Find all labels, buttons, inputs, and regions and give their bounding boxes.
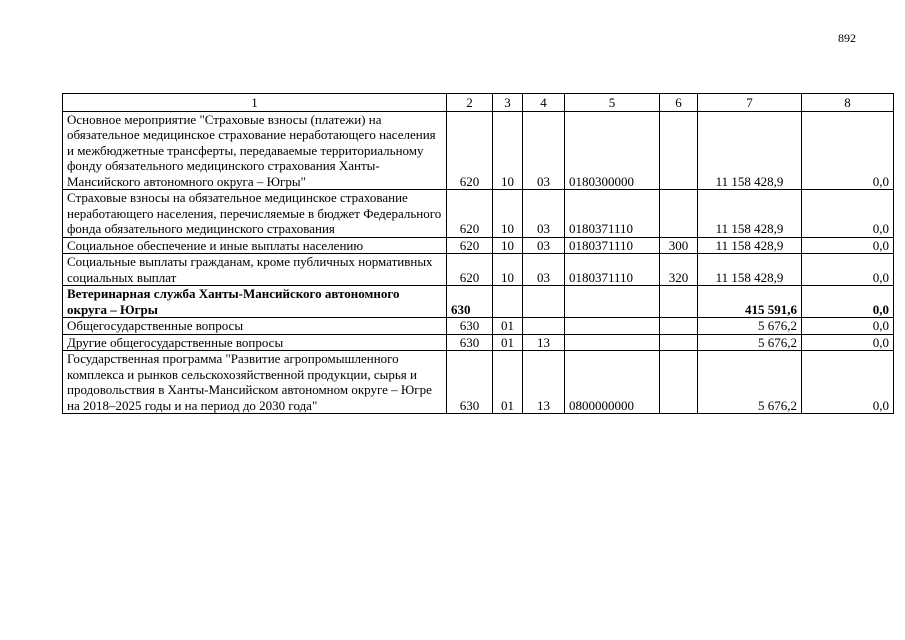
subsection-cell: 03 xyxy=(523,237,565,254)
section-cell: 10 xyxy=(493,190,523,238)
table-row xyxy=(63,254,894,286)
section-cell: 01 xyxy=(493,351,523,414)
admin-code-cell: 620 xyxy=(447,254,493,286)
expense-type-cell xyxy=(660,351,698,414)
expense-type-cell xyxy=(660,111,698,190)
amount-cell: 0,0 xyxy=(802,237,894,254)
amount-cell: 11 158 428,9 xyxy=(698,237,802,254)
budget-table xyxy=(62,93,894,414)
page-number: 892 xyxy=(838,31,856,45)
expense-type-cell xyxy=(660,190,698,238)
admin-code-cell: 630 xyxy=(447,318,493,335)
target-article-cell xyxy=(565,318,660,335)
table-row-bold xyxy=(63,286,894,318)
header-cell: 1 xyxy=(63,94,447,112)
row-name-cell: Социальные выплаты гражданам, кроме публичных нормативных социальных выплат xyxy=(63,254,447,286)
amount-cell: 0,0 xyxy=(802,286,894,318)
admin-code-cell: 620 xyxy=(447,190,493,238)
expense-type-cell xyxy=(660,318,698,335)
expense-type-cell xyxy=(660,286,698,318)
target-article-cell: 0180371110 xyxy=(565,190,660,238)
row-name-cell: Другие общегосударственные вопросы xyxy=(63,334,447,351)
subsection-cell: 13 xyxy=(523,351,565,414)
subsection-cell: 03 xyxy=(523,190,565,238)
amount-cell: 11 158 428,9 xyxy=(698,254,802,286)
amount-cell: 11 158 428,9 xyxy=(698,111,802,190)
header-row xyxy=(63,94,894,112)
section-cell: 01 xyxy=(493,334,523,351)
expense-type-cell: 320 xyxy=(660,254,698,286)
row-name-cell: Общегосударственные вопросы xyxy=(63,318,447,335)
amount-cell: 415 591,6 xyxy=(698,286,802,318)
row-name-cell: Страховые взносы на обязательное медицинское страхование неработающего населения, перечисляемые в бюджет Федерального фонда обязательного медицинского страхования xyxy=(63,190,447,238)
row-name-cell: Социальное обеспечение и иные выплаты населению xyxy=(63,237,447,254)
section-cell: 10 xyxy=(493,111,523,190)
target-article-cell xyxy=(565,334,660,351)
admin-code-cell: 620 xyxy=(447,237,493,254)
section-cell: 10 xyxy=(493,254,523,286)
header-cell: 8 xyxy=(802,94,894,112)
amount-cell: 5 676,2 xyxy=(698,351,802,414)
subsection-cell: 03 xyxy=(523,111,565,190)
section-cell xyxy=(493,286,523,318)
target-article-cell: 0180371110 xyxy=(565,254,660,286)
amount-cell: 11 158 428,9 xyxy=(698,190,802,238)
header-cell: 3 xyxy=(493,94,523,112)
expense-type-cell: 300 xyxy=(660,237,698,254)
header-cell: 2 xyxy=(447,94,493,112)
subsection-cell xyxy=(523,318,565,335)
amount-cell: 0,0 xyxy=(802,351,894,414)
subsection-cell: 13 xyxy=(523,334,565,351)
header-cell: 4 xyxy=(523,94,565,112)
table-row xyxy=(63,334,894,351)
target-article-cell: 0180371110 xyxy=(565,237,660,254)
amount-cell: 5 676,2 xyxy=(698,318,802,335)
section-cell: 10 xyxy=(493,237,523,254)
admin-code-cell: 630 xyxy=(447,351,493,414)
section-cell: 01 xyxy=(493,318,523,335)
row-name-cell: Основное мероприятие "Страховые взносы (платежи) на обязательное медицинское страхование неработающего населения и межбюджетные трансферты, передаваемые территориальному фонду обязательного медицинского страхования Ханты-Мансийского автономного округа – Югры" xyxy=(63,111,447,190)
expense-type-cell xyxy=(660,334,698,351)
row-name-cell: Ветеринарная служба Ханты-Мансийского автономного округа – Югры xyxy=(63,286,447,318)
amount-cell: 0,0 xyxy=(802,318,894,335)
admin-code-cell: 630 xyxy=(447,286,493,318)
table-row xyxy=(63,190,894,238)
header-cell: 5 xyxy=(565,94,660,112)
row-name-cell: Государственная программа "Развитие агропромышленного комплекса и рынков сельскохозяйственной продукции, сырья и продовольствия в Ханты-Мансийском автономном округе – Югре на 2018–2025 годы и на период до 2030 года" xyxy=(63,351,447,414)
amount-cell: 0,0 xyxy=(802,190,894,238)
target-article-cell: 0800000000 xyxy=(565,351,660,414)
target-article-cell xyxy=(565,286,660,318)
header-cell: 6 xyxy=(660,94,698,112)
header-cell: 7 xyxy=(698,94,802,112)
table-row xyxy=(63,237,894,254)
amount-cell: 0,0 xyxy=(802,334,894,351)
table-row xyxy=(63,351,894,414)
admin-code-cell: 620 xyxy=(447,111,493,190)
table-row xyxy=(63,318,894,335)
amount-cell: 0,0 xyxy=(802,111,894,190)
target-article-cell: 0180300000 xyxy=(565,111,660,190)
amount-cell: 0,0 xyxy=(802,254,894,286)
amount-cell: 5 676,2 xyxy=(698,334,802,351)
subsection-cell: 03 xyxy=(523,254,565,286)
admin-code-cell: 630 xyxy=(447,334,493,351)
table-row xyxy=(63,111,894,190)
subsection-cell xyxy=(523,286,565,318)
